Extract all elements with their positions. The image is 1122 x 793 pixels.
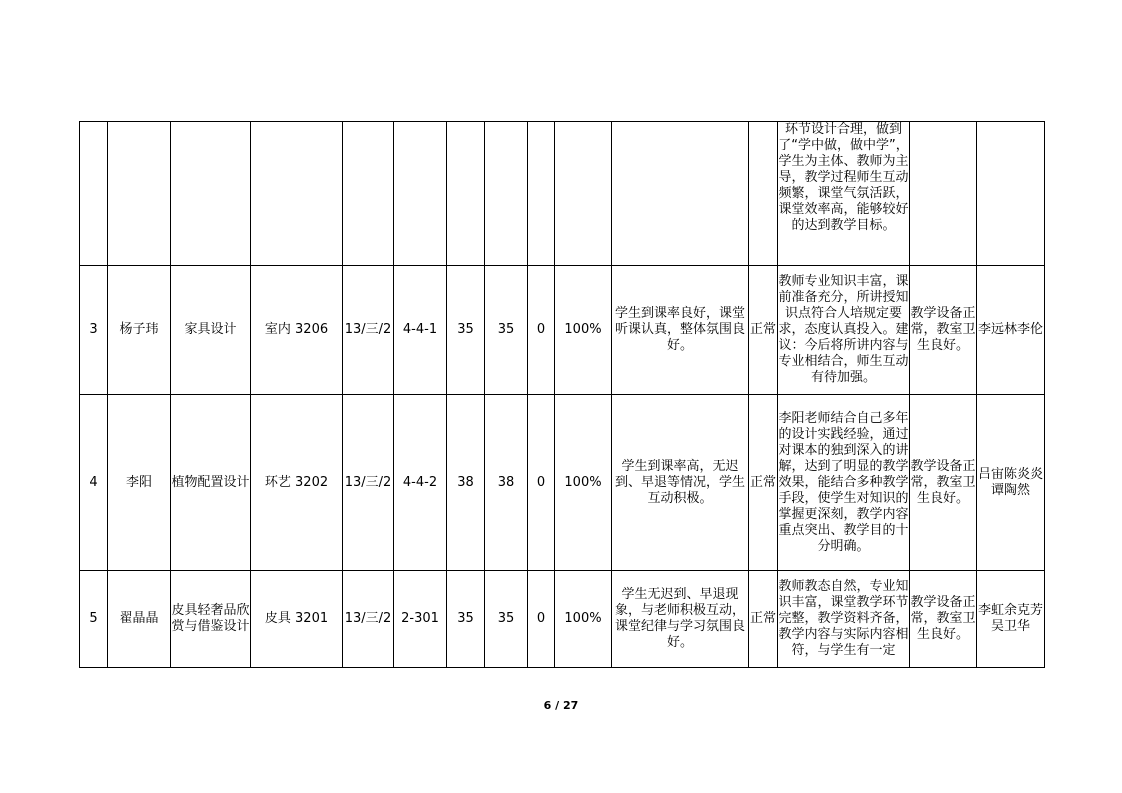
cell-attendance-note — [612, 122, 749, 266]
cell-absent: 0 — [528, 571, 555, 668]
cell-status: 正常 — [749, 266, 778, 395]
cell-teacher: 李阳 — [108, 395, 171, 571]
cell-room — [394, 122, 447, 266]
cell-attendance-note: 学生到课率高，无迟到、早退等情况，学生互动积极。 — [612, 395, 749, 571]
cell-actual — [485, 122, 528, 266]
cell-week: 13/三/2 — [343, 395, 394, 571]
cell-week — [343, 122, 394, 266]
cell-inspectors: 李远林李伦 — [977, 266, 1045, 395]
cell-attendance-note: 学生到课率良好，课堂听课认真，整体氛围良好。 — [612, 266, 749, 395]
cell-inspectors — [977, 122, 1045, 266]
cell-teacher — [108, 122, 171, 266]
cell-no: 5 — [80, 571, 108, 668]
cell-evaluation: 教师专业知识丰富，课前准备充分，所讲授知识点符合人培规定要求，态度认真投入。建议：今后将所讲内容与专业相结合，师生互动有待加强。 — [778, 266, 910, 395]
cell-inspectors: 吕宙陈炎炎谭陶然 — [977, 395, 1045, 571]
cell-no: 4 — [80, 395, 108, 571]
cell-evaluation: 教师教态自然，专业知识丰富，课堂教学环节完整，教学资料齐备，教学内容与实际内容相符，与学生有一定 — [778, 571, 910, 668]
table-row — [80, 266, 1045, 395]
table-row — [80, 571, 1045, 668]
cell-inspectors: 李虹余克芳吴卫华 — [977, 571, 1045, 668]
page-number: 6 / 27 — [543, 699, 579, 712]
cell-facilities: 教学设备正常，教室卫生良好。 — [910, 266, 977, 395]
cell-course: 家具设计 — [171, 266, 251, 395]
cell-teacher: 翟晶晶 — [108, 571, 171, 668]
cell-evaluation: 环节设计合理，做到了“学中做，做中学”，学生为主体、教师为主导，教学过程师生互动频繁，课堂气氛活跃，课堂效率高，能够较好的达到教学目标。 — [778, 122, 910, 266]
cell-week: 13/三/2 — [343, 266, 394, 395]
cell-absent: 0 — [528, 266, 555, 395]
table-row-continued — [80, 122, 1045, 266]
cell-actual: 35 — [485, 571, 528, 668]
cell-facilities: 教学设备正常，教室卫生良好。 — [910, 395, 977, 571]
cell-room: 2-301 — [394, 571, 447, 668]
cell-room: 4-4-1 — [394, 266, 447, 395]
cell-actual: 35 — [485, 266, 528, 395]
cell-no — [80, 122, 108, 266]
cell-absent: 0 — [528, 395, 555, 571]
cell-rate — [555, 122, 612, 266]
cell-rate: 100% — [555, 266, 612, 395]
cell-class: 室内 3206 — [251, 266, 343, 395]
cell-actual: 38 — [485, 395, 528, 571]
cell-evaluation: 李阳老师结合自己多年的设计实践经验，通过对课本的独到深入的讲解，达到了明显的教学效果，能结合多种教学手段，使学生对知识的掌握更深刻，教学内容重点突出、教学目的十分明确。 — [778, 395, 910, 571]
cell-status: 正常 — [749, 395, 778, 571]
cell-course — [171, 122, 251, 266]
cell-class: 环艺 3202 — [251, 395, 343, 571]
cell-rate: 100% — [555, 395, 612, 571]
cell-expected: 35 — [447, 266, 485, 395]
cell-expected: 35 — [447, 571, 485, 668]
cell-facilities: 教学设备正常，教室卫生良好。 — [910, 571, 977, 668]
cell-expected: 38 — [447, 395, 485, 571]
cell-class: 皮具 3201 — [251, 571, 343, 668]
cell-status: 正常 — [749, 571, 778, 668]
cell-attendance-note: 学生无迟到、早退现象，与老师积极互动，课堂纪律与学习氛围良好。 — [612, 571, 749, 668]
cell-rate: 100% — [555, 571, 612, 668]
cell-week: 13/三/2 — [343, 571, 394, 668]
cell-facilities — [910, 122, 977, 266]
cell-course: 植物配置设计 — [171, 395, 251, 571]
cell-expected — [447, 122, 485, 266]
table-row — [80, 395, 1045, 571]
cell-class — [251, 122, 343, 266]
cell-no: 3 — [80, 266, 108, 395]
cell-status — [749, 122, 778, 266]
inspection-table — [79, 121, 1045, 668]
cell-room: 4-4-2 — [394, 395, 447, 571]
cell-absent — [528, 122, 555, 266]
cell-teacher: 杨子玮 — [108, 266, 171, 395]
cell-course: 皮具轻奢品欣赏与借鉴设计 — [171, 571, 251, 668]
